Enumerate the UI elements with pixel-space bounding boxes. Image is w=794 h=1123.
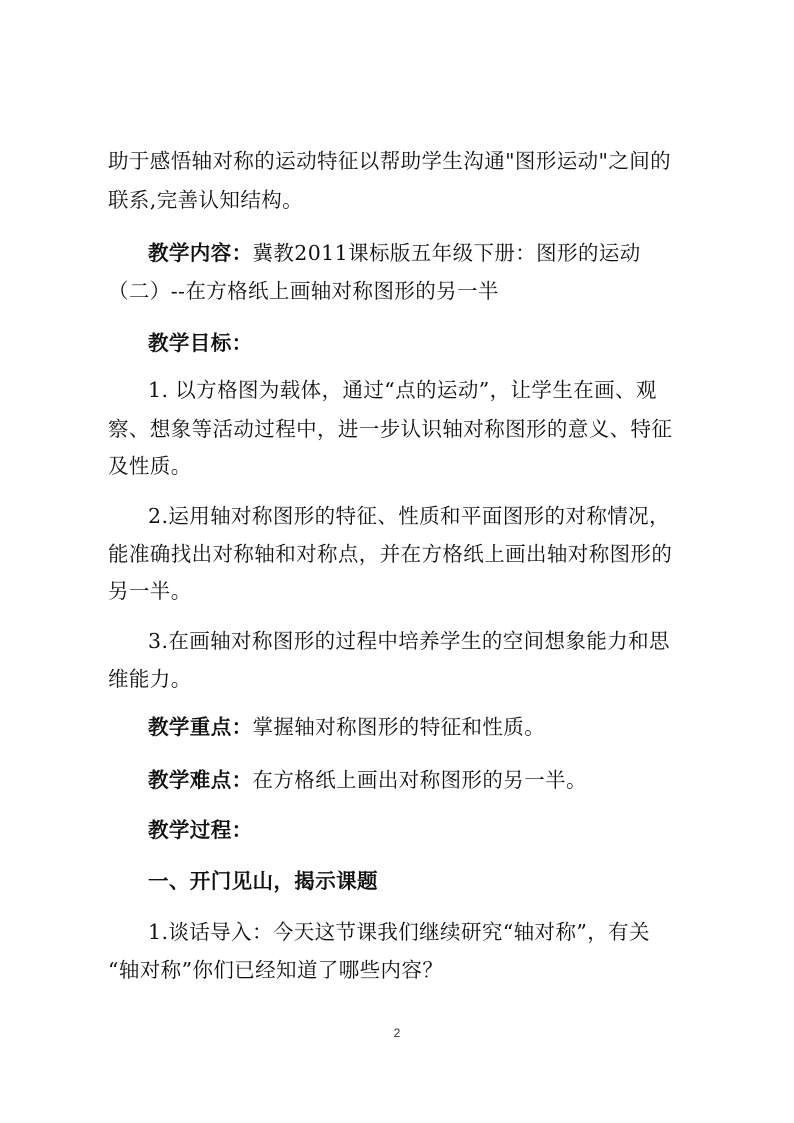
teaching-goals-heading: 教学目标： [148,331,253,355]
key-point [148,712,545,742]
intro-line-2: 联系,完善认知结构。 [108,188,304,212]
process-item-1-line-1: 1.谈话导入：今天这节课我们继续研究“轴对称”，有关 [148,920,650,944]
key-point-text: 掌握轴对称图形的特征和性质。 [252,715,546,739]
teaching-content-line-2: （二）--在方格纸上画轴对称图形的另一半 [108,279,499,303]
goal-1-line-3: 及性质。 [108,454,192,478]
key-point-label: 教学重点： [148,715,253,739]
goal-1-line-1: 1. 以方格图为载体，通过“点的运动”，让学生在画、观 [148,378,657,402]
process-item-1-line-2: “轴对称”你们已经知道了哪些内容？ [108,958,444,982]
section-1-heading: 一、开门见山，揭示课题 [148,869,378,893]
goal-2-line-2: 能准确找出对称轴和对称点，并在方格纸上画出轴对称图形的 [108,542,673,566]
page-number: 2 [393,1026,401,1040]
difficult-point [148,765,587,795]
difficult-point-text: 在方格纸上画出对称图形的另一半。 [252,768,587,792]
goal-1-line-2: 察、想象等活动过程中，进一步认识轴对称图形的意义、特征 [108,417,673,441]
teaching-content-label: 教学内容： [148,241,253,265]
process-heading: 教学过程： [148,818,253,842]
goal-3-line-2: 维能力。 [108,667,192,691]
difficult-point-label: 教学难点： [148,768,253,792]
teaching-content-line-1 [148,238,641,268]
goal-2-line-3: 另一半。 [108,579,192,603]
intro-line-1: 助于感悟轴对称的运动特征以帮助学生沟通"图形运动"之间的 [108,149,672,173]
goal-3-line-1: 3.在画轴对称图形的过程中培养学生的空间想象能力和思 [148,629,670,653]
goal-2-line-1: 2.运用轴对称图形的特征、性质和平面图形的对称情况， [148,504,670,528]
teaching-content-text-1: 冀教2011课标版五年级下册：图形的运动 [252,241,641,265]
